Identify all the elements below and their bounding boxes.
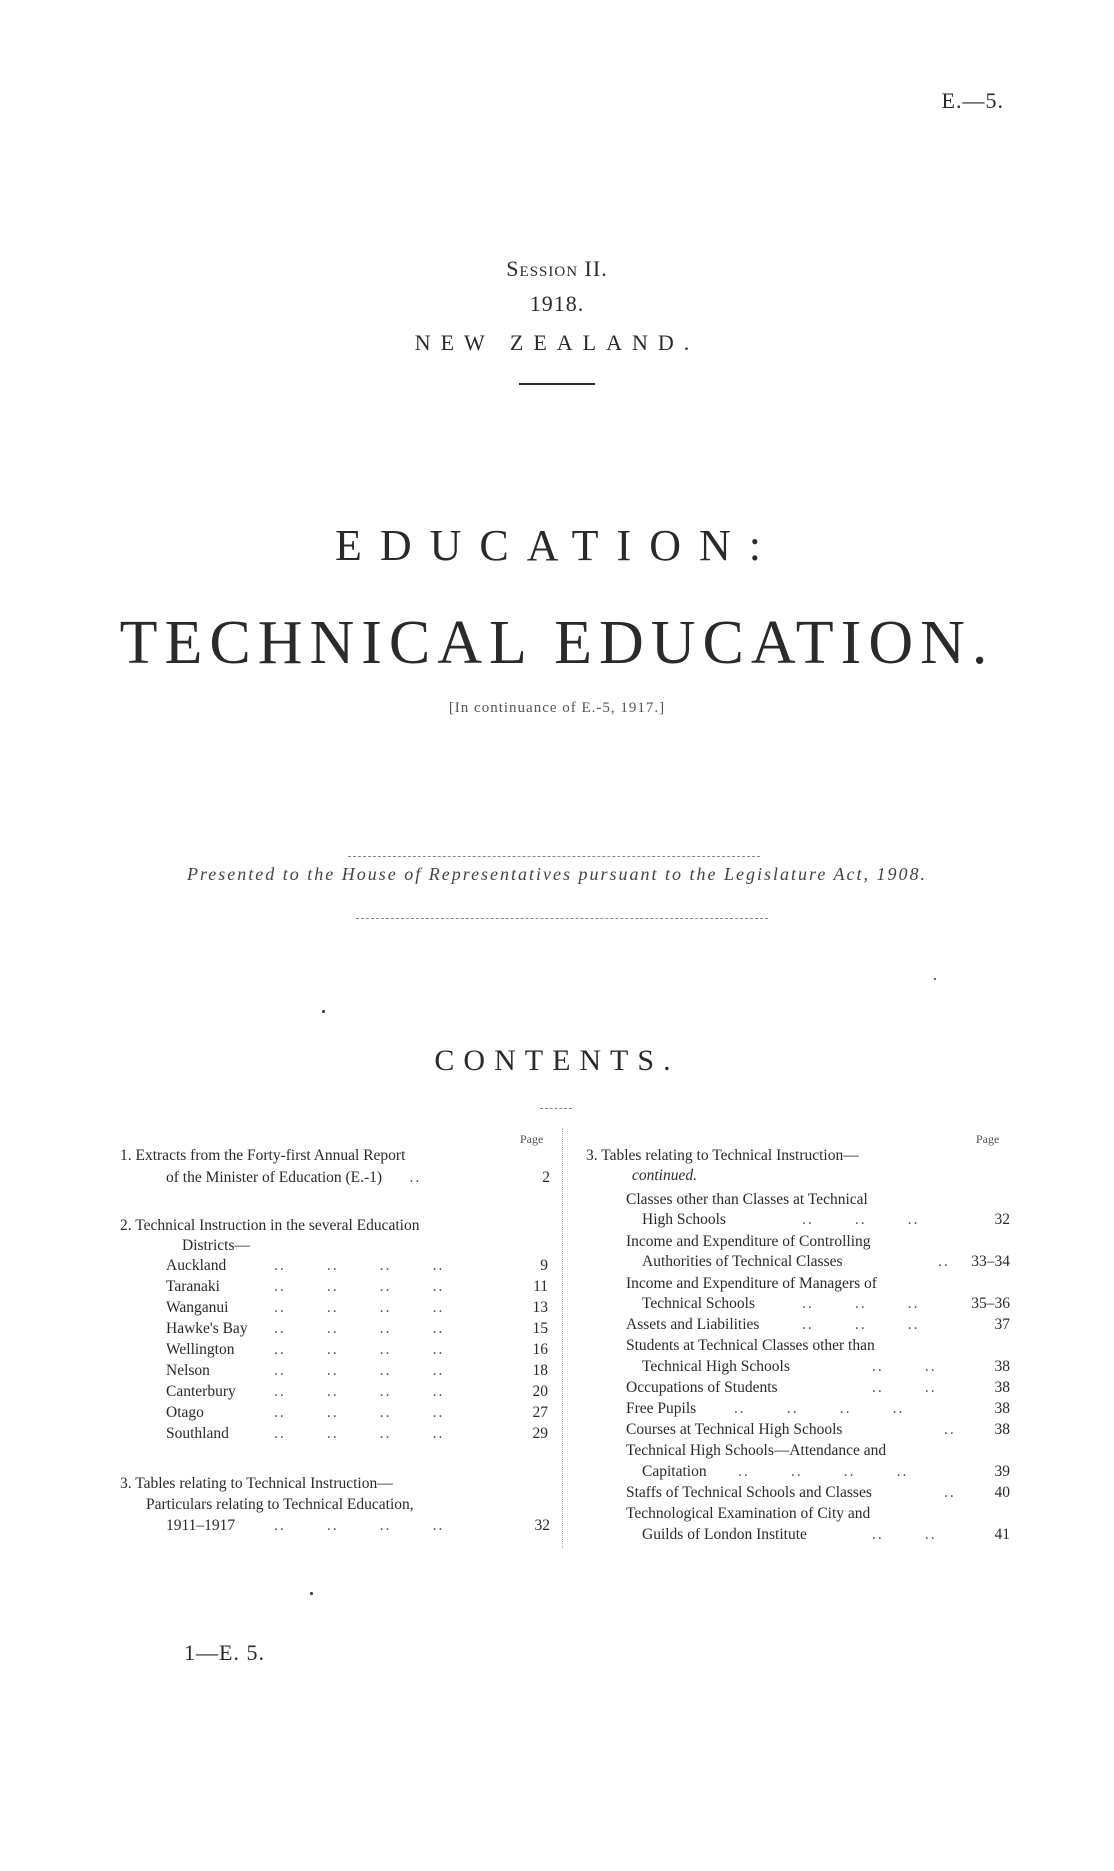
district-page: 13 <box>532 1299 548 1316</box>
year-line: 1918. <box>529 291 585 316</box>
district-row <box>166 1277 444 1297</box>
leader-dots: .. .. .. .. <box>274 1404 445 1421</box>
toc-entry-page: 41 <box>994 1526 1010 1543</box>
district-row <box>166 1424 444 1444</box>
toc-entry-page: 33–34 <box>971 1253 1010 1270</box>
toc-right-continued: continued. <box>632 1167 697 1184</box>
leader-dots: .. .. .. .. <box>274 1320 445 1337</box>
district-name: Nelson <box>166 1362 210 1379</box>
toc-entry-text: Free Pupils <box>626 1400 697 1417</box>
toc-item-3-line2: Particulars relating to Technical Education, <box>146 1496 414 1513</box>
toc-entry-line1: Classes other than Classes at Technical <box>626 1191 868 1208</box>
continuance-note: [In continuance of E.-5, 1917.] <box>448 700 666 716</box>
toc-entry-line1: Technological Examination of City and <box>626 1505 871 1522</box>
district-name: Southland <box>166 1425 229 1442</box>
toc-entry-text: Courses at Technical High Schools <box>626 1421 843 1438</box>
toc-item-2-line1: 2. Technical Instruction in the several Education <box>120 1217 420 1234</box>
toc-entry-line1 <box>626 1315 920 1335</box>
toc-entry-line2-text: High Schools <box>642 1211 726 1228</box>
toc-item-1-line2-text: of the Minister of Education (E.-1) <box>166 1169 383 1186</box>
toc-entry-line1 <box>626 1399 904 1419</box>
district-name: Taranaki <box>166 1278 220 1295</box>
column-divider <box>562 1128 563 1548</box>
district-page: 18 <box>532 1362 548 1379</box>
toc-entry-page: 38 <box>994 1379 1010 1396</box>
leader-dots: .. .. .. .. <box>274 1278 445 1295</box>
district-page: 15 <box>532 1320 548 1337</box>
toc-entry-page: 38 <box>994 1358 1010 1375</box>
page-column-header: Page <box>976 1132 1000 1146</box>
toc-item-1-line1: 1. Extracts from the Forty-first Annual Report <box>120 1147 406 1164</box>
toc-entry-line2 <box>642 1462 908 1482</box>
page-column-header: Page <box>520 1132 544 1146</box>
leader-dots: .. .. .. .. <box>274 1362 445 1379</box>
leader-dots: .. .. .. .. <box>738 1463 909 1480</box>
district-page: 9 <box>540 1257 548 1274</box>
toc-entry-line2 <box>642 1252 950 1272</box>
toc-entry-line2 <box>642 1525 937 1545</box>
district-page: 20 <box>532 1383 548 1400</box>
leader-dots: .. .. .. .. <box>734 1400 905 1417</box>
toc-item-3-years: 1911–1917 <box>166 1517 236 1534</box>
leader-dots: .. .. .. .. <box>274 1341 445 1358</box>
toc-entry-text: Occupations of Students <box>626 1379 778 1396</box>
district-row <box>166 1361 444 1381</box>
leader-dots: .. .. .. <box>802 1211 920 1228</box>
district-row <box>166 1340 444 1360</box>
district-row <box>166 1256 444 1276</box>
district-page: 27 <box>532 1404 548 1421</box>
leader-dots: .. .. .. .. <box>274 1425 445 1442</box>
district-page: 29 <box>532 1425 548 1442</box>
toc-entry-text: Assets and Liabilities <box>626 1316 760 1333</box>
contents-rule <box>540 1108 572 1109</box>
title-technical-education: TECHNICAL EDUCATION. <box>119 609 995 677</box>
district-page: 16 <box>532 1341 548 1358</box>
document-reference: E.—5. <box>941 88 1004 113</box>
leader-dots: .. .. .. .. <box>274 1517 445 1534</box>
title-education: EDUCATION: <box>335 521 779 570</box>
toc-entry-page: 35–36 <box>971 1295 1010 1312</box>
ink-speck <box>310 1592 313 1595</box>
toc-entry-line1: Technical High Schools—Attendance and <box>626 1442 887 1459</box>
toc-entry-page: 38 <box>994 1400 1010 1417</box>
leader-dots: .. .. .. <box>802 1295 920 1312</box>
toc-entry-line2-text: Guilds of London Institute <box>642 1526 807 1543</box>
toc-item-3-line3 <box>166 1516 444 1536</box>
toc-item-3-line1: 3. Tables relating to Technical Instruction— <box>120 1475 393 1492</box>
country-line: NEW ZEALAND. <box>414 330 700 355</box>
toc-entry-page: 40 <box>994 1484 1010 1501</box>
district-name: Wellington <box>166 1341 235 1358</box>
leader-dots: .. <box>938 1253 950 1270</box>
toc-entry-line2 <box>642 1294 920 1314</box>
toc-entry-text: Staffs of Technical Schools and Classes <box>626 1484 872 1501</box>
presented-line: Presented to the House of Representatives pursuant to the Legislature Act, 1908. <box>186 864 928 884</box>
leader-dots: .. <box>944 1421 956 1438</box>
toc-entry-line1 <box>626 1483 956 1503</box>
district-name: Canterbury <box>166 1383 236 1400</box>
toc-entry-line1: Income and Expenditure of Managers of <box>626 1275 877 1292</box>
leader-dots: .. <box>944 1484 956 1501</box>
short-rule <box>519 383 595 385</box>
district-page: 11 <box>533 1278 548 1295</box>
toc-entry-page: 39 <box>994 1463 1010 1480</box>
toc-right-head: 3. Tables relating to Technical Instruction— <box>586 1147 859 1164</box>
district-name: Wanganui <box>166 1299 229 1316</box>
toc-entry-line1: Students at Technical Classes other than <box>626 1337 875 1354</box>
district-row <box>166 1403 444 1423</box>
leader-dots: .. .. <box>872 1358 937 1375</box>
district-row <box>166 1298 444 1318</box>
toc-entry-line2-text: Technical High Schools <box>642 1358 790 1375</box>
toc-entry-page: 38 <box>994 1421 1010 1438</box>
leader-dots: .. .. .. .. <box>274 1257 445 1274</box>
toc-item-1-page: 2 <box>542 1169 550 1186</box>
toc-entry-line1 <box>626 1378 937 1398</box>
district-name: Auckland <box>166 1257 227 1274</box>
leader-dots: .. <box>385 1169 422 1186</box>
district-name: Hawke's Bay <box>166 1320 248 1337</box>
leader-dots: .. .. <box>872 1526 937 1543</box>
toc-entry-line1: Income and Expenditure of Controlling <box>626 1233 871 1250</box>
district-name: Otago <box>166 1404 204 1421</box>
page-footer: 1—E. 5. <box>184 1640 265 1665</box>
session-line: Session II. <box>506 256 608 281</box>
ink-speck <box>322 1010 325 1013</box>
toc-entry-line2-text: Capitation <box>642 1463 707 1480</box>
leader-dots: .. .. .. .. <box>274 1383 445 1400</box>
toc-item-1-line2 <box>166 1168 421 1188</box>
toc-item-3-page: 32 <box>534 1517 550 1534</box>
contents-heading: CONTENTS. <box>434 1044 680 1077</box>
dashed-rule-bottom <box>356 918 768 919</box>
district-row <box>166 1319 444 1339</box>
toc-entry-line2-text: Technical Schools <box>642 1295 755 1312</box>
leader-dots: .. .. .. <box>802 1316 920 1333</box>
toc-entry-line2-text: Authorities of Technical Classes <box>642 1253 843 1270</box>
ink-speck <box>934 978 936 980</box>
dashed-rule-top <box>348 856 760 857</box>
toc-entry-line2 <box>642 1357 937 1377</box>
district-row <box>166 1382 444 1402</box>
toc-entry-line2 <box>642 1210 920 1230</box>
toc-entry-line1 <box>626 1420 956 1440</box>
toc-entry-page: 32 <box>994 1211 1010 1228</box>
toc-entry-page: 37 <box>994 1316 1010 1333</box>
leader-dots: .. .. <box>872 1379 937 1396</box>
leader-dots: .. .. .. .. <box>274 1299 445 1316</box>
toc-item-2-line2: Districts— <box>182 1237 251 1254</box>
